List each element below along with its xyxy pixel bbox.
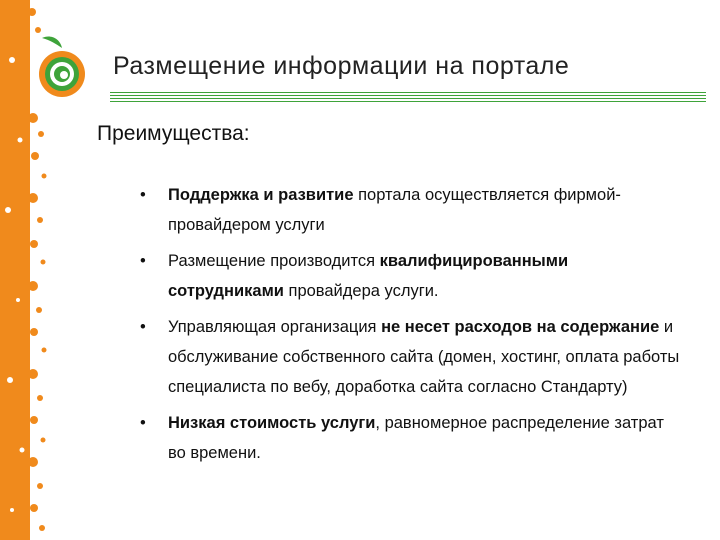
bullet-text-bold: Поддержка и развитие — [168, 186, 354, 204]
slide-title: Размещение информации на портале — [113, 52, 570, 80]
bullet-item — [140, 312, 680, 402]
bullet-text-bold: Низкая стоимость услуги — [168, 414, 376, 432]
bullet-text-bold: не несет расходов на содержание — [381, 318, 660, 336]
bullet-item — [140, 246, 680, 306]
bullet-text: и обслуживание собственного сайта (домен, хостинг, оплата работы специалиста по вебу, доработка сайта согласно Стандарту) — [168, 318, 680, 396]
bullet-text: провайдера услуги. — [283, 282, 439, 300]
bullet-icon: • — [140, 318, 146, 336]
bullet-icon: • — [140, 414, 146, 432]
bullet-text-bold: квалифицированными сотрудниками — [168, 252, 569, 300]
slide-subtitle: Преимущества: — [97, 122, 250, 145]
bullet-text: , равномерное распределение затрат во времени. — [168, 414, 664, 462]
bullet-text: Управляющая организация — [168, 318, 382, 336]
title-underline — [110, 92, 706, 102]
bullet-text: Размещение производится — [168, 252, 380, 270]
bullet-text: портала осуществляется фирмой-провайдером услуги — [168, 186, 621, 234]
bullet-item — [140, 180, 680, 240]
bullet-item — [140, 408, 680, 468]
bullet-icon: • — [140, 252, 146, 270]
bullet-icon: • — [140, 186, 146, 204]
spiral-leaf-logo-icon — [32, 34, 92, 98]
bullet-list — [140, 180, 680, 474]
